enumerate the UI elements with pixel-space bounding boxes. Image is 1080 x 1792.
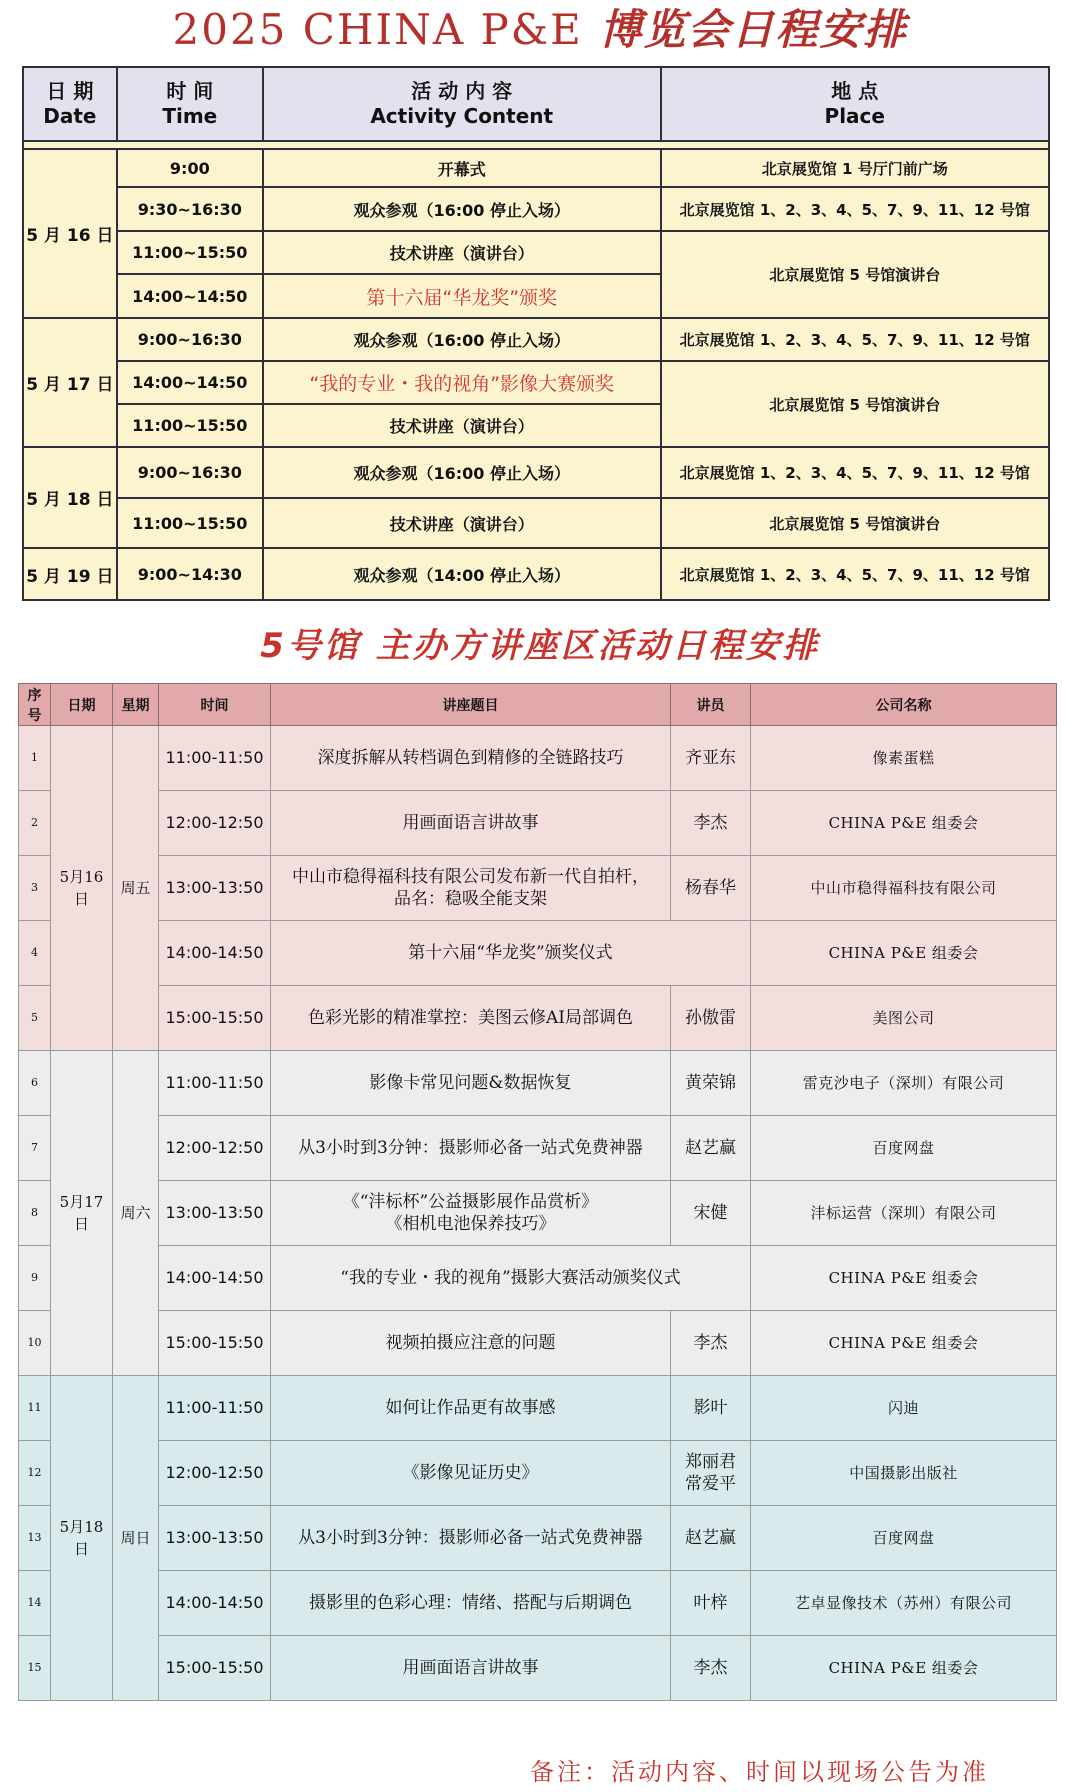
table-row bbox=[23, 187, 1049, 231]
topic-cell: 影像卡常见问题&数据恢复 bbox=[271, 1051, 671, 1116]
time-cell: 11:00-11:50 bbox=[159, 726, 271, 791]
table-row bbox=[23, 149, 1049, 187]
speaker-cell: 赵艺赢 bbox=[671, 1116, 751, 1181]
speaker-cell: 影叶 bbox=[671, 1376, 751, 1441]
activity-cell: 观众参观（14:00 停止入场） bbox=[263, 548, 661, 600]
activity-cell: 开幕式 bbox=[263, 149, 661, 187]
table-row bbox=[19, 1571, 1057, 1636]
date-cell: 5月16日 bbox=[51, 726, 113, 1051]
activity-cell: 观众参观（16:00 停止入场） bbox=[263, 447, 661, 498]
topic-cell: 用画面语言讲故事 bbox=[271, 791, 671, 856]
weekday-cell: 周日 bbox=[113, 1376, 159, 1701]
company-cell: 像素蛋糕 bbox=[751, 726, 1057, 791]
speaker-cell: 齐亚东 bbox=[671, 726, 751, 791]
title-latin: 2025 CHINA P&E bbox=[172, 5, 583, 54]
speaker-cell: 赵艺赢 bbox=[671, 1506, 751, 1571]
company-cell: 艺卓显像技术（苏州）有限公司 bbox=[751, 1571, 1057, 1636]
col-time: 时 间 Time bbox=[117, 67, 263, 141]
time-cell: 12:00-12:50 bbox=[159, 791, 271, 856]
col-time: 时间 bbox=[159, 684, 271, 726]
place-cell: 北京展览馆 1 号厅门前广场 bbox=[661, 149, 1049, 187]
company-cell: CHINA P&E 组委会 bbox=[751, 1636, 1057, 1701]
table-row bbox=[19, 1506, 1057, 1571]
table-header-row bbox=[19, 684, 1057, 726]
row-number: 12 bbox=[19, 1441, 51, 1506]
footnote: 备注：活动内容、时间以现场公告为准 bbox=[530, 1758, 989, 1786]
weekday-cell: 周六 bbox=[113, 1051, 159, 1376]
topic-cell: 第十六届“华龙奖”颁奖仪式 bbox=[271, 921, 751, 986]
time-cell: 15:00-15:50 bbox=[159, 1636, 271, 1701]
topic-cell: 《“沣标杯”公益摄影展作品赏析》 《相机电池保养技巧》 bbox=[271, 1181, 671, 1246]
time-cell: 9:00~16:30 bbox=[117, 447, 263, 498]
page-title bbox=[0, 2, 1080, 58]
speaker-cell: 宋健 bbox=[671, 1181, 751, 1246]
row-number: 2 bbox=[19, 791, 51, 856]
time-cell: 13:00-13:50 bbox=[159, 856, 271, 921]
time-cell: 13:00-13:50 bbox=[159, 1506, 271, 1571]
table-row bbox=[19, 791, 1057, 856]
table-row bbox=[19, 1311, 1057, 1376]
table-row bbox=[19, 1051, 1057, 1116]
activity-cell: 观众参观（16:00 停止入场） bbox=[263, 187, 661, 231]
time-cell: 9:00 bbox=[117, 149, 263, 187]
award-activity-cell: 第十六届“华龙奖”颁奖 bbox=[263, 274, 661, 318]
lecture-schedule-table bbox=[18, 683, 1057, 1701]
separator bbox=[23, 141, 1049, 149]
speaker-cell: 郑丽君 常爱平 bbox=[671, 1441, 751, 1506]
title-cn: 博览会日程安排 bbox=[599, 5, 908, 54]
company-cell: 百度网盘 bbox=[751, 1116, 1057, 1181]
company-cell: 美图公司 bbox=[751, 986, 1057, 1051]
place-cell: 北京展览馆 1、2、3、4、5、7、9、11、12 号馆 bbox=[661, 187, 1049, 231]
speaker-cell: 李杰 bbox=[671, 1311, 751, 1376]
row-number: 1 bbox=[19, 726, 51, 791]
place-cell: 北京展览馆 5 号馆演讲台 bbox=[661, 498, 1049, 548]
time-cell: 12:00-12:50 bbox=[159, 1116, 271, 1181]
date-cell: 5 月 19 日 bbox=[23, 548, 117, 600]
company-cell: CHINA P&E 组委会 bbox=[751, 921, 1057, 986]
place-cell: 北京展览馆 5 号馆演讲台 bbox=[661, 361, 1049, 447]
time-cell: 14:00-14:50 bbox=[159, 1571, 271, 1636]
row-number: 5 bbox=[19, 986, 51, 1051]
time-cell: 11:00~15:50 bbox=[117, 498, 263, 548]
col-activity: 活 动 内 容 Activity Content bbox=[263, 67, 661, 141]
table-row bbox=[19, 1181, 1057, 1246]
activity-cell: 技术讲座（演讲台） bbox=[263, 498, 661, 548]
activity-cell: 技术讲座（演讲台） bbox=[263, 231, 661, 274]
col-speaker: 讲员 bbox=[671, 684, 751, 726]
table-row bbox=[19, 1441, 1057, 1506]
time-cell: 15:00-15:50 bbox=[159, 1311, 271, 1376]
topic-cell: “我的专业・我的视角”摄影大赛活动颁奖仪式 bbox=[271, 1246, 751, 1311]
speaker-cell: 孙傲雷 bbox=[671, 986, 751, 1051]
topic-cell: 视频拍摄应注意的问题 bbox=[271, 1311, 671, 1376]
speaker-cell: 杨春华 bbox=[671, 856, 751, 921]
topic-cell: 从3小时到3分钟：摄影师必备一站式免费神器 bbox=[271, 1506, 671, 1571]
company-cell: CHINA P&E 组委会 bbox=[751, 1311, 1057, 1376]
topic-cell: 深度拆解从转档调色到精修的全链路技巧 bbox=[271, 726, 671, 791]
table-row bbox=[23, 498, 1049, 548]
col-date: 日 期 Date bbox=[23, 67, 117, 141]
row-number: 3 bbox=[19, 856, 51, 921]
company-cell: 百度网盘 bbox=[751, 1506, 1057, 1571]
table-row bbox=[19, 921, 1057, 986]
activity-cell: 技术讲座（演讲台） bbox=[263, 404, 661, 447]
time-cell: 14:00-14:50 bbox=[159, 1246, 271, 1311]
date-cell: 5 月 17 日 bbox=[23, 318, 117, 447]
time-cell: 11:00-11:50 bbox=[159, 1051, 271, 1116]
company-cell: 雷克沙电子（深圳）有限公司 bbox=[751, 1051, 1057, 1116]
activity-cell: 观众参观（16:00 停止入场） bbox=[263, 318, 661, 361]
row-number: 14 bbox=[19, 1571, 51, 1636]
col-topic: 讲座题目 bbox=[271, 684, 671, 726]
weekday-cell: 周五 bbox=[113, 726, 159, 1051]
expo-schedule-table bbox=[22, 66, 1050, 601]
time-cell: 9:00~14:30 bbox=[117, 548, 263, 600]
company-cell: 中国摄影出版社 bbox=[751, 1441, 1057, 1506]
speaker-cell: 李杰 bbox=[671, 1636, 751, 1701]
time-cell: 12:00-12:50 bbox=[159, 1441, 271, 1506]
company-cell: 闪迪 bbox=[751, 1376, 1057, 1441]
time-cell: 9:30~16:30 bbox=[117, 187, 263, 231]
topic-cell: 中山市稳得福科技有限公司发布新一代自拍杆， 品名：稳吸全能支架 bbox=[271, 856, 671, 921]
time-cell: 14:00-14:50 bbox=[159, 921, 271, 986]
table-row bbox=[19, 986, 1057, 1051]
place-cell: 北京展览馆 1、2、3、4、5、7、9、11、12 号馆 bbox=[661, 318, 1049, 361]
time-cell: 15:00-15:50 bbox=[159, 986, 271, 1051]
date-cell: 5月17日 bbox=[51, 1051, 113, 1376]
place-cell: 北京展览馆 5 号馆演讲台 bbox=[661, 231, 1049, 318]
row-number: 15 bbox=[19, 1636, 51, 1701]
row-number: 9 bbox=[19, 1246, 51, 1311]
speaker-cell: 李杰 bbox=[671, 791, 751, 856]
table-row bbox=[19, 1636, 1057, 1701]
col-weekday: 星期 bbox=[113, 684, 159, 726]
table-row bbox=[23, 447, 1049, 498]
row-number: 4 bbox=[19, 921, 51, 986]
col-date: 日期 bbox=[51, 684, 113, 726]
award-activity-cell: “我的专业・我的视角”影像大赛颁奖 bbox=[263, 361, 661, 404]
row-number: 7 bbox=[19, 1116, 51, 1181]
time-cell: 11:00~15:50 bbox=[117, 231, 263, 274]
topic-cell: 用画面语言讲故事 bbox=[271, 1636, 671, 1701]
table-row bbox=[23, 548, 1049, 600]
topic-cell: 《影像见证历史》 bbox=[271, 1441, 671, 1506]
time-cell: 14:00~14:50 bbox=[117, 274, 263, 318]
topic-cell: 如何让作品更有故事感 bbox=[271, 1376, 671, 1441]
company-cell: 沣标运营（深圳）有限公司 bbox=[751, 1181, 1057, 1246]
time-cell: 11:00-11:50 bbox=[159, 1376, 271, 1441]
topic-cell: 色彩光影的精准掌控：美图云修AI局部调色 bbox=[271, 986, 671, 1051]
table-row bbox=[19, 856, 1057, 921]
table-row bbox=[23, 318, 1049, 361]
table-row bbox=[23, 361, 1049, 404]
company-cell: 中山市稳得福科技有限公司 bbox=[751, 856, 1057, 921]
col-place: 地 点 Place bbox=[661, 67, 1049, 141]
row-number: 13 bbox=[19, 1506, 51, 1571]
time-cell: 11:00~15:50 bbox=[117, 404, 263, 447]
table-row bbox=[19, 1116, 1057, 1181]
date-cell: 5 月 16 日 bbox=[23, 149, 117, 318]
time-cell: 13:00-13:50 bbox=[159, 1181, 271, 1246]
company-cell: CHINA P&E 组委会 bbox=[751, 1246, 1057, 1311]
row-number: 11 bbox=[19, 1376, 51, 1441]
table-row bbox=[19, 1246, 1057, 1311]
row-number: 6 bbox=[19, 1051, 51, 1116]
date-cell: 5月18日 bbox=[51, 1376, 113, 1701]
row-number: 10 bbox=[19, 1311, 51, 1376]
speaker-cell: 黄荣锦 bbox=[671, 1051, 751, 1116]
table-row bbox=[19, 726, 1057, 791]
date-cell: 5 月 18 日 bbox=[23, 447, 117, 548]
table-row bbox=[19, 1376, 1057, 1441]
row-number: 8 bbox=[19, 1181, 51, 1246]
place-cell: 北京展览馆 1、2、3、4、5、7、9、11、12 号馆 bbox=[661, 447, 1049, 498]
time-cell: 9:00~16:30 bbox=[117, 318, 263, 361]
topic-cell: 摄影里的色彩心理：情绪、搭配与后期调色 bbox=[271, 1571, 671, 1636]
table-header-row bbox=[23, 67, 1049, 141]
table-row bbox=[23, 231, 1049, 274]
section-title: 5号馆 主办方讲座区活动日程安排 bbox=[260, 626, 820, 666]
col-company: 公司名称 bbox=[751, 684, 1057, 726]
company-cell: CHINA P&E 组委会 bbox=[751, 791, 1057, 856]
place-cell: 北京展览馆 1、2、3、4、5、7、9、11、12 号馆 bbox=[661, 548, 1049, 600]
col-no: 序号 bbox=[19, 684, 51, 726]
speaker-cell: 叶梓 bbox=[671, 1571, 751, 1636]
topic-cell: 从3小时到3分钟：摄影师必备一站式免费神器 bbox=[271, 1116, 671, 1181]
time-cell: 14:00~14:50 bbox=[117, 361, 263, 404]
